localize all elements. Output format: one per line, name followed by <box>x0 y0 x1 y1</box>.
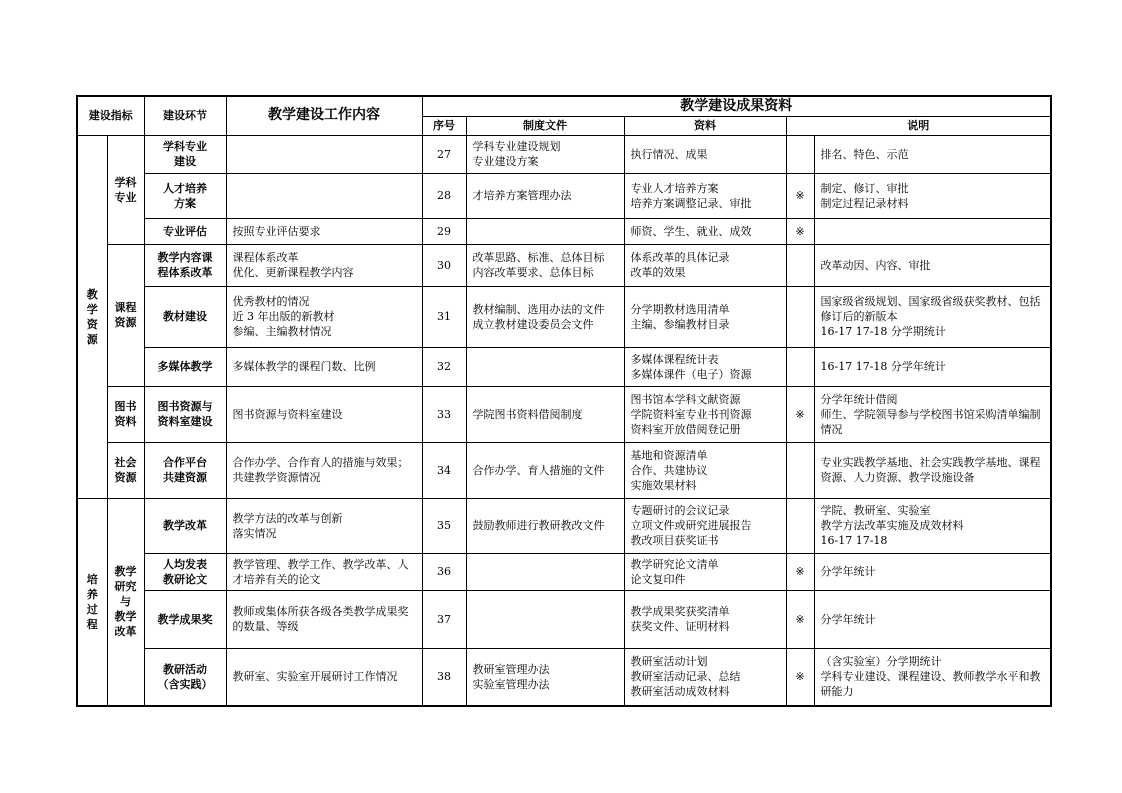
system-cell: 学科专业建设规划 专业建设方案 <box>466 135 624 173</box>
mark-cell <box>786 347 814 386</box>
table-row <box>77 286 1051 347</box>
material-cell: 基地和资源清单 合作、共建协议 实施效果材料 <box>624 442 786 498</box>
content-cell: 多媒体教学的课程门数、比例 <box>226 347 422 386</box>
serial-number: 29 <box>422 218 466 244</box>
link-cell: 教材建设 <box>144 286 226 347</box>
mark-cell: ※ <box>786 218 814 244</box>
mark-cell <box>786 135 814 173</box>
header-material: 资料 <box>624 116 786 135</box>
system-cell: 鼓励教师进行教研教改文件 <box>466 498 624 553</box>
note-cell: 制定、修订、审批 制定过程记录材料 <box>814 173 1051 218</box>
mark-cell <box>786 498 814 553</box>
subcategory-major: 学科 专业 <box>107 135 144 244</box>
table-row <box>77 442 1051 498</box>
table-row <box>77 347 1051 386</box>
mark-cell: ※ <box>786 553 814 590</box>
note-cell <box>814 218 1051 244</box>
table-row <box>77 590 1051 648</box>
serial-number: 34 <box>422 442 466 498</box>
system-cell <box>466 218 624 244</box>
serial-number: 28 <box>422 173 466 218</box>
header-note: 说明 <box>786 116 1051 135</box>
material-cell: 教学研究论文清单 论文复印件 <box>624 553 786 590</box>
note-cell: 改革动因、内容、审批 <box>814 244 1051 286</box>
note-cell: 分学年统计借阅 师生、学院领导参与学校图书馆采购清单编制情况 <box>814 386 1051 442</box>
link-cell: 专业评估 <box>144 218 226 244</box>
serial-number: 32 <box>422 347 466 386</box>
material-cell: 教研室活动计划 教研室活动记录、总结 教研室活动成效材料 <box>624 648 786 706</box>
category-process: 培 养 过 程 <box>77 498 107 706</box>
content-cell <box>226 173 422 218</box>
link-cell: 学科专业 建设 <box>144 135 226 173</box>
mark-cell <box>786 442 814 498</box>
note-cell: 排名、特色、示范 <box>814 135 1051 173</box>
serial-number: 37 <box>422 590 466 648</box>
system-cell: 改革思路、标准、总体目标 内容改革要求、总体目标 <box>466 244 624 286</box>
serial-number: 33 <box>422 386 466 442</box>
material-cell: 多媒体课程统计表 多媒体课件（电子）资源 <box>624 347 786 386</box>
link-cell: 教研活动 （含实践） <box>144 648 226 706</box>
table-row <box>77 218 1051 244</box>
table-row <box>77 173 1051 218</box>
subcategory-library: 图书 资料 <box>107 386 144 442</box>
serial-number: 35 <box>422 498 466 553</box>
content-cell: 按照专业评估要求 <box>226 218 422 244</box>
material-cell: 体系改革的具体记录 改革的效果 <box>624 244 786 286</box>
link-cell: 图书资源与 资料室建设 <box>144 386 226 442</box>
table-row <box>77 553 1051 590</box>
subcategory-reform: 教学 研究 与 教学 改革 <box>107 498 144 706</box>
mark-cell: ※ <box>786 648 814 706</box>
note-cell: 分学年统计 <box>814 590 1051 648</box>
content-cell: 教学方法的改革与创新 落实情况 <box>226 498 422 553</box>
header-link: 建设环节 <box>144 96 226 135</box>
header-indicator: 建设指标 <box>77 96 144 135</box>
link-cell: 教学成果奖 <box>144 590 226 648</box>
link-cell: 人均发表 教研论文 <box>144 553 226 590</box>
system-cell <box>466 553 624 590</box>
note-cell: （含实验室）分学期统计 学科专业建设、课程建设、教师教学水平和教研能力 <box>814 648 1051 706</box>
link-cell: 教学改革 <box>144 498 226 553</box>
subcategory-course: 课程 资源 <box>107 244 144 386</box>
teaching-construction-table <box>76 95 1052 707</box>
table-row <box>77 386 1051 442</box>
content-cell: 优秀教材的情况 近 3 年出版的新教材 参编、主编教材情况 <box>226 286 422 347</box>
content-cell <box>226 135 422 173</box>
link-cell: 多媒体教学 <box>144 347 226 386</box>
serial-number: 27 <box>422 135 466 173</box>
serial-number: 36 <box>422 553 466 590</box>
mark-cell: ※ <box>786 590 814 648</box>
content-cell: 合作办学、合作育人的措施与效果；共建教学资源情况 <box>226 442 422 498</box>
mark-cell: ※ <box>786 386 814 442</box>
serial-number: 38 <box>422 648 466 706</box>
system-cell: 合作办学、育人措施的文件 <box>466 442 624 498</box>
content-cell: 图书资源与资料室建设 <box>226 386 422 442</box>
mark-cell <box>786 244 814 286</box>
header-system: 制度文件 <box>466 116 624 135</box>
table-row <box>77 498 1051 553</box>
header-no: 序号 <box>422 116 466 135</box>
content-cell: 教学管理、教学工作、教学改革、人才培养有关的论文 <box>226 553 422 590</box>
mark-cell <box>786 286 814 347</box>
table-row <box>77 648 1051 706</box>
system-cell: 才培养方案管理办法 <box>466 173 624 218</box>
material-cell: 分学期教材选用清单 主编、参编教材目录 <box>624 286 786 347</box>
header-results: 教学建设成果资料 <box>422 96 1051 116</box>
system-cell <box>466 347 624 386</box>
mark-cell: ※ <box>786 173 814 218</box>
content-cell: 教研室、实验室开展研讨工作情况 <box>226 648 422 706</box>
serial-number: 31 <box>422 286 466 347</box>
material-cell: 教学成果奖获奖清单 获奖文件、证明材料 <box>624 590 786 648</box>
category-resources: 教 学 资 源 <box>77 135 107 498</box>
header-content: 教学建设工作内容 <box>226 96 422 135</box>
note-cell: 国家级省级规划、国家级省级获奖教材、包括修订后的新版本 16-17 17-18 分学期统计 <box>814 286 1051 347</box>
table-row <box>77 135 1051 173</box>
material-cell: 专业人才培养方案 培养方案调整记录、审批 <box>624 173 786 218</box>
note-cell: 专业实践教学基地、社会实践教学基地、课程资源、人力资源、教学设施设备 <box>814 442 1051 498</box>
material-cell: 执行情况、成果 <box>624 135 786 173</box>
material-cell: 图书馆本学科文献资源 学院资料室专业书刊资源 资料室开放借阅登记册 <box>624 386 786 442</box>
note-cell: 16-17 17-18 分学年统计 <box>814 347 1051 386</box>
content-cell: 课程体系改革 优化、更新课程教学内容 <box>226 244 422 286</box>
material-cell: 专题研讨的会议记录 立项文件或研究进展报告 教改项目获奖证书 <box>624 498 786 553</box>
system-cell: 教材编制、选用办法的文件 成立教材建设委员会文件 <box>466 286 624 347</box>
system-cell: 学院图书资料借阅制度 <box>466 386 624 442</box>
subcategory-social: 社会 资源 <box>107 442 144 498</box>
table-row <box>77 244 1051 286</box>
link-cell: 人才培养 方案 <box>144 173 226 218</box>
link-cell: 合作平台 共建资源 <box>144 442 226 498</box>
link-cell: 教学内容课 程体系改革 <box>144 244 226 286</box>
material-cell: 师资、学生、就业、成效 <box>624 218 786 244</box>
system-cell <box>466 590 624 648</box>
content-cell: 教师或集体所获各级各类教学成果奖的数量、等级 <box>226 590 422 648</box>
note-cell: 分学年统计 <box>814 553 1051 590</box>
system-cell: 教研室管理办法 实验室管理办法 <box>466 648 624 706</box>
serial-number: 30 <box>422 244 466 286</box>
note-cell: 学院、教研室、实验室 教学方法改革实施及成效材料 16-17 17-18 <box>814 498 1051 553</box>
